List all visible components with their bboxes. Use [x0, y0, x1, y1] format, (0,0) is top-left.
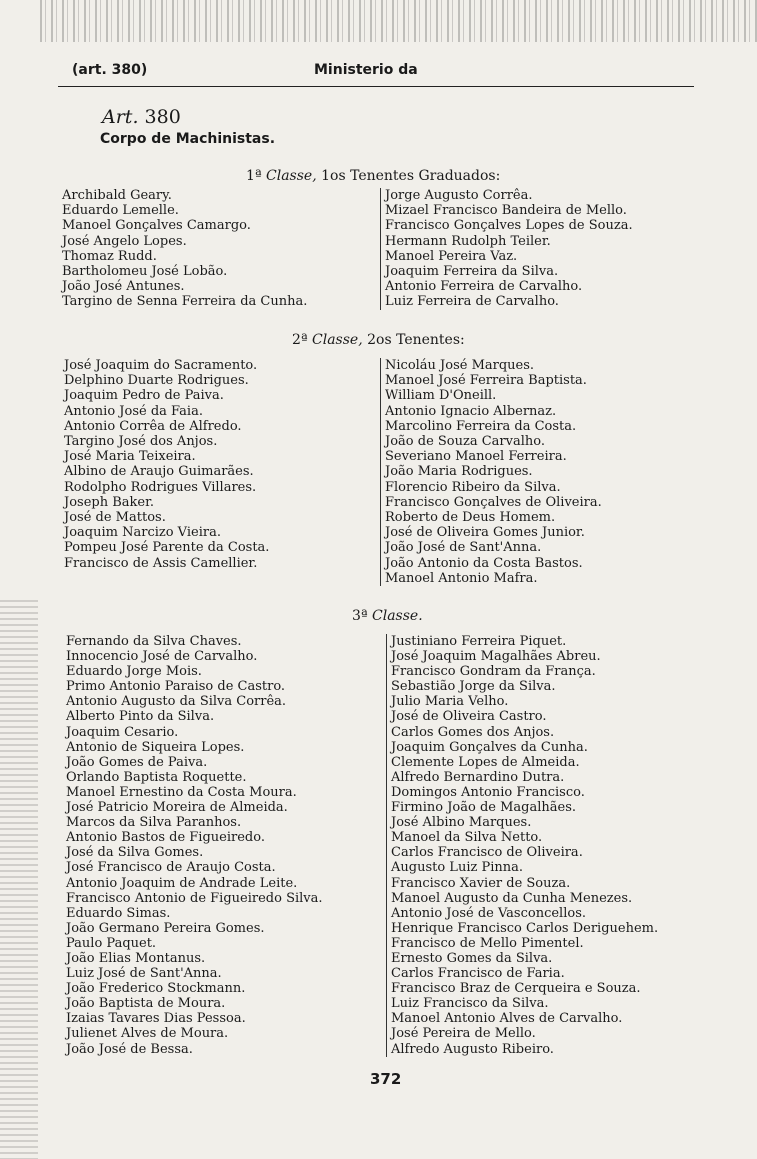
- name-entry: José Pereira de Mello.: [391, 1026, 536, 1042]
- name-entry: Francisco Gondram da França.: [391, 664, 596, 680]
- name-entry: José de Oliveira Castro.: [391, 709, 547, 725]
- page-header: [72, 62, 692, 84]
- name-entry: Hermann Rudolph Teiler.: [385, 233, 551, 249]
- name-entry: Francisco Gonçalves de Oliveira.: [385, 494, 602, 510]
- article-title: [102, 106, 181, 128]
- name-entry: Carlos Francisco de Faria.: [391, 966, 565, 982]
- name-entry: Sebastião Jorge da Silva.: [391, 679, 556, 695]
- name-entry: Targino de Senna Ferreira da Cunha.: [62, 294, 308, 310]
- name-entry: Carlos Gomes dos Anjos.: [391, 724, 555, 740]
- name-entry: Eduardo Jorge Mois.: [66, 664, 202, 680]
- name-entry: Alberto Pinto da Silva.: [66, 709, 215, 725]
- article-number: 380: [144, 106, 181, 128]
- name-entry: Joaquim Gonçalves da Cunha.: [391, 739, 588, 755]
- name-entry: William D'Oneill.: [385, 388, 497, 404]
- corps-title: Corpo de Machinistas.: [100, 131, 276, 147]
- name-entry: João de Souza Carvalho.: [385, 434, 545, 450]
- page-number: 372: [370, 1070, 402, 1088]
- ministry-heading: Ministerio da: [314, 62, 418, 78]
- name-entry: João Baptista de Moura.: [66, 996, 226, 1012]
- name-entry: Roberto de Deus Homem.: [385, 510, 556, 526]
- name-entry: Delphino Duarte Rodrigues.: [64, 373, 249, 389]
- name-entry: Eduardo Simas.: [66, 905, 171, 921]
- name-entry: Antonio José de Vasconcellos.: [391, 905, 586, 921]
- name-entry: Manoel Augusto da Cunha Menezes.: [391, 890, 633, 906]
- name-entry: Bartholomeu José Lobão.: [62, 264, 228, 280]
- name-entry: Domingos Antonio Francisco.: [391, 784, 585, 800]
- section-1-title: [246, 168, 500, 184]
- name-entry: Joaquim Cesario.: [66, 724, 179, 740]
- name-entry: Augusto Luiz Pinna.: [391, 860, 523, 876]
- name-entry: Joaquim Ferreira da Silva.: [385, 264, 559, 280]
- name-entry: José Francisco de Araujo Costa.: [66, 860, 276, 876]
- name-entry: Clemente Lopes de Almeida.: [391, 754, 580, 770]
- name-entry: João Antonio da Costa Bastos.: [385, 555, 583, 571]
- section-1-class: Classe,: [266, 168, 317, 184]
- name-entry: Francisco Braz de Cerqueira e Souza.: [391, 981, 641, 997]
- name-entry: Manoel José Ferreira Baptista.: [385, 373, 587, 389]
- name-entry: Antonio Augusto da Silva Corrêa.: [66, 694, 287, 710]
- name-entry: Antonio Corrêa de Alfredo.: [64, 418, 242, 434]
- name-entry: Marcolino Ferreira da Costa.: [385, 418, 577, 434]
- name-entry: Antonio Ferreira de Carvalho.: [385, 279, 583, 295]
- name-entry: Carlos Francisco de Oliveira.: [391, 845, 583, 861]
- name-entry: Pompeu José Parente da Costa.: [64, 540, 270, 556]
- name-entry: Marcos da Silva Paranhos.: [66, 815, 242, 831]
- name-entry: Florencio Ribeiro da Silva.: [385, 479, 561, 495]
- scan-noise-left: [0, 600, 38, 1159]
- name-entry: Thomaz Rudd.: [62, 248, 157, 264]
- name-entry: Eduardo Lemelle.: [62, 203, 179, 219]
- name-entry: Severiano Manoel Ferreira.: [385, 449, 567, 465]
- name-entry: José Angelo Lopes.: [62, 233, 187, 249]
- name-entry: Paulo Paquet.: [66, 935, 157, 951]
- section-3-title: [352, 608, 423, 624]
- article-prefix: Art.: [102, 106, 139, 128]
- name-entry: Manoel Antonio Alves de Carvalho.: [391, 1011, 623, 1027]
- name-entry: Francisco Antonio de Figueiredo Silva.: [66, 890, 323, 906]
- name-entry: Orlando Baptista Roquette.: [66, 769, 247, 785]
- scan-noise-top: [40, 0, 757, 42]
- name-entry: João José Antunes.: [62, 279, 185, 295]
- name-entry: Jorge Augusto Corrêa.: [385, 188, 533, 203]
- section-1-rest: 1os Tenentes Graduados:: [321, 168, 501, 184]
- name-entry: Julio Maria Velho.: [391, 694, 509, 710]
- name-entry: José Patricio Moreira de Almeida.: [66, 800, 288, 816]
- name-entry: Rodolpho Rodrigues Villares.: [64, 479, 257, 495]
- section-2-rest: 2os Tenentes:: [367, 332, 465, 348]
- name-entry: Francisco Xavier de Souza.: [391, 875, 571, 891]
- name-entry: Targino José dos Anjos.: [64, 434, 218, 450]
- name-entry: João Germano Pereira Gomes.: [66, 920, 265, 936]
- name-entry: João Gomes de Paiva.: [66, 754, 208, 770]
- section-3-prefix: 3ª: [352, 608, 368, 624]
- section-2-right-list: [380, 358, 602, 586]
- name-entry: João José de Sant'Anna.: [385, 540, 542, 556]
- name-entry: Francisco de Assis Camellier.: [64, 555, 258, 571]
- name-entry: Antonio José da Faia.: [64, 403, 203, 419]
- name-entry: Manoel Antonio Mafra.: [385, 570, 538, 586]
- section-3-class: Classe.: [372, 608, 423, 624]
- header-rule: [58, 86, 694, 87]
- name-entry: Manoel Gonçalves Camargo.: [62, 218, 251, 234]
- section-1-prefix: 1ª: [246, 168, 262, 184]
- name-entry: Manoel da Silva Netto.: [391, 830, 543, 846]
- name-entry: João Frederico Stockmann.: [66, 981, 246, 997]
- name-entry: Francisco de Mello Pimentel.: [391, 935, 584, 951]
- section-2-class: Classe,: [312, 332, 363, 348]
- name-entry: João Maria Rodrigues.: [385, 464, 533, 480]
- name-entry: Joseph Baker.: [64, 494, 155, 510]
- name-entry: Antonio de Siqueira Lopes.: [66, 739, 245, 755]
- name-entry: Alfredo Augusto Ribeiro.: [391, 1041, 554, 1057]
- name-entry: José Maria Teixeira.: [64, 449, 196, 465]
- section-1-right-list: [380, 188, 633, 310]
- name-entry: Izaias Tavares Dias Pessoa.: [66, 1011, 246, 1027]
- name-entry: Luiz Francisco da Silva.: [391, 996, 549, 1012]
- name-entry: Luiz Ferreira de Carvalho.: [385, 294, 559, 310]
- name-entry: José Joaquim do Sacramento.: [64, 358, 258, 373]
- name-entry: Primo Antonio Paraiso de Castro.: [66, 679, 286, 695]
- name-entry: Antonio Joaquim de Andrade Leite.: [66, 875, 298, 891]
- name-entry: Fernando da Silva Chaves.: [66, 634, 242, 649]
- name-entry: Joaquim Pedro de Paiva.: [64, 388, 224, 404]
- section-2-left-list: [64, 358, 269, 571]
- name-entry: Mizael Francisco Bandeira de Mello.: [385, 203, 627, 219]
- name-entry: Albino de Araujo Guimarães.: [64, 464, 254, 480]
- name-entry: Innocencio José de Carvalho.: [66, 649, 258, 665]
- name-entry: Nicoláu José Marques.: [385, 358, 535, 373]
- name-entry: Antonio Bastos de Figueiredo.: [66, 830, 265, 846]
- name-entry: Joaquim Narcizo Vieira.: [64, 525, 221, 541]
- name-entry: Julienet Alves de Moura.: [66, 1026, 229, 1042]
- section-2-prefix: 2ª: [292, 332, 308, 348]
- section-3-left-list: [66, 634, 323, 1057]
- name-entry: José de Mattos.: [64, 510, 166, 526]
- name-entry: Luiz José de Sant'Anna.: [66, 966, 222, 982]
- name-entry: Manoel Ernestino da Costa Moura.: [66, 784, 297, 800]
- name-entry: Firmino João de Magalhães.: [391, 800, 577, 816]
- name-entry: Archibald Geary.: [62, 188, 172, 203]
- name-entry: Alfredo Bernardino Dutra.: [391, 769, 565, 785]
- name-entry: João José de Bessa.: [66, 1041, 193, 1057]
- name-entry: João Elias Montanus.: [66, 950, 206, 966]
- name-entry: Manoel Pereira Vaz.: [385, 248, 518, 264]
- name-entry: José de Oliveira Gomes Junior.: [385, 525, 585, 541]
- section-2-title: [292, 332, 465, 348]
- name-entry: Francisco Gonçalves Lopes de Souza.: [385, 218, 633, 234]
- name-entry: José Joaquim Magalhães Abreu.: [391, 649, 601, 665]
- article-reference: (art. 380): [72, 62, 148, 78]
- name-entry: José da Silva Gomes.: [66, 845, 204, 861]
- name-entry: Antonio Ignacio Albernaz.: [385, 403, 557, 419]
- section-3-right-list: [386, 634, 658, 1057]
- name-entry: José Albino Marques.: [391, 815, 532, 831]
- section-1-left-list: [62, 188, 307, 310]
- name-entry: Henrique Francisco Carlos Deriguehem.: [391, 920, 659, 936]
- name-entry: Ernesto Gomes da Silva.: [391, 950, 553, 966]
- name-entry: Justiniano Ferreira Piquet.: [391, 634, 567, 649]
